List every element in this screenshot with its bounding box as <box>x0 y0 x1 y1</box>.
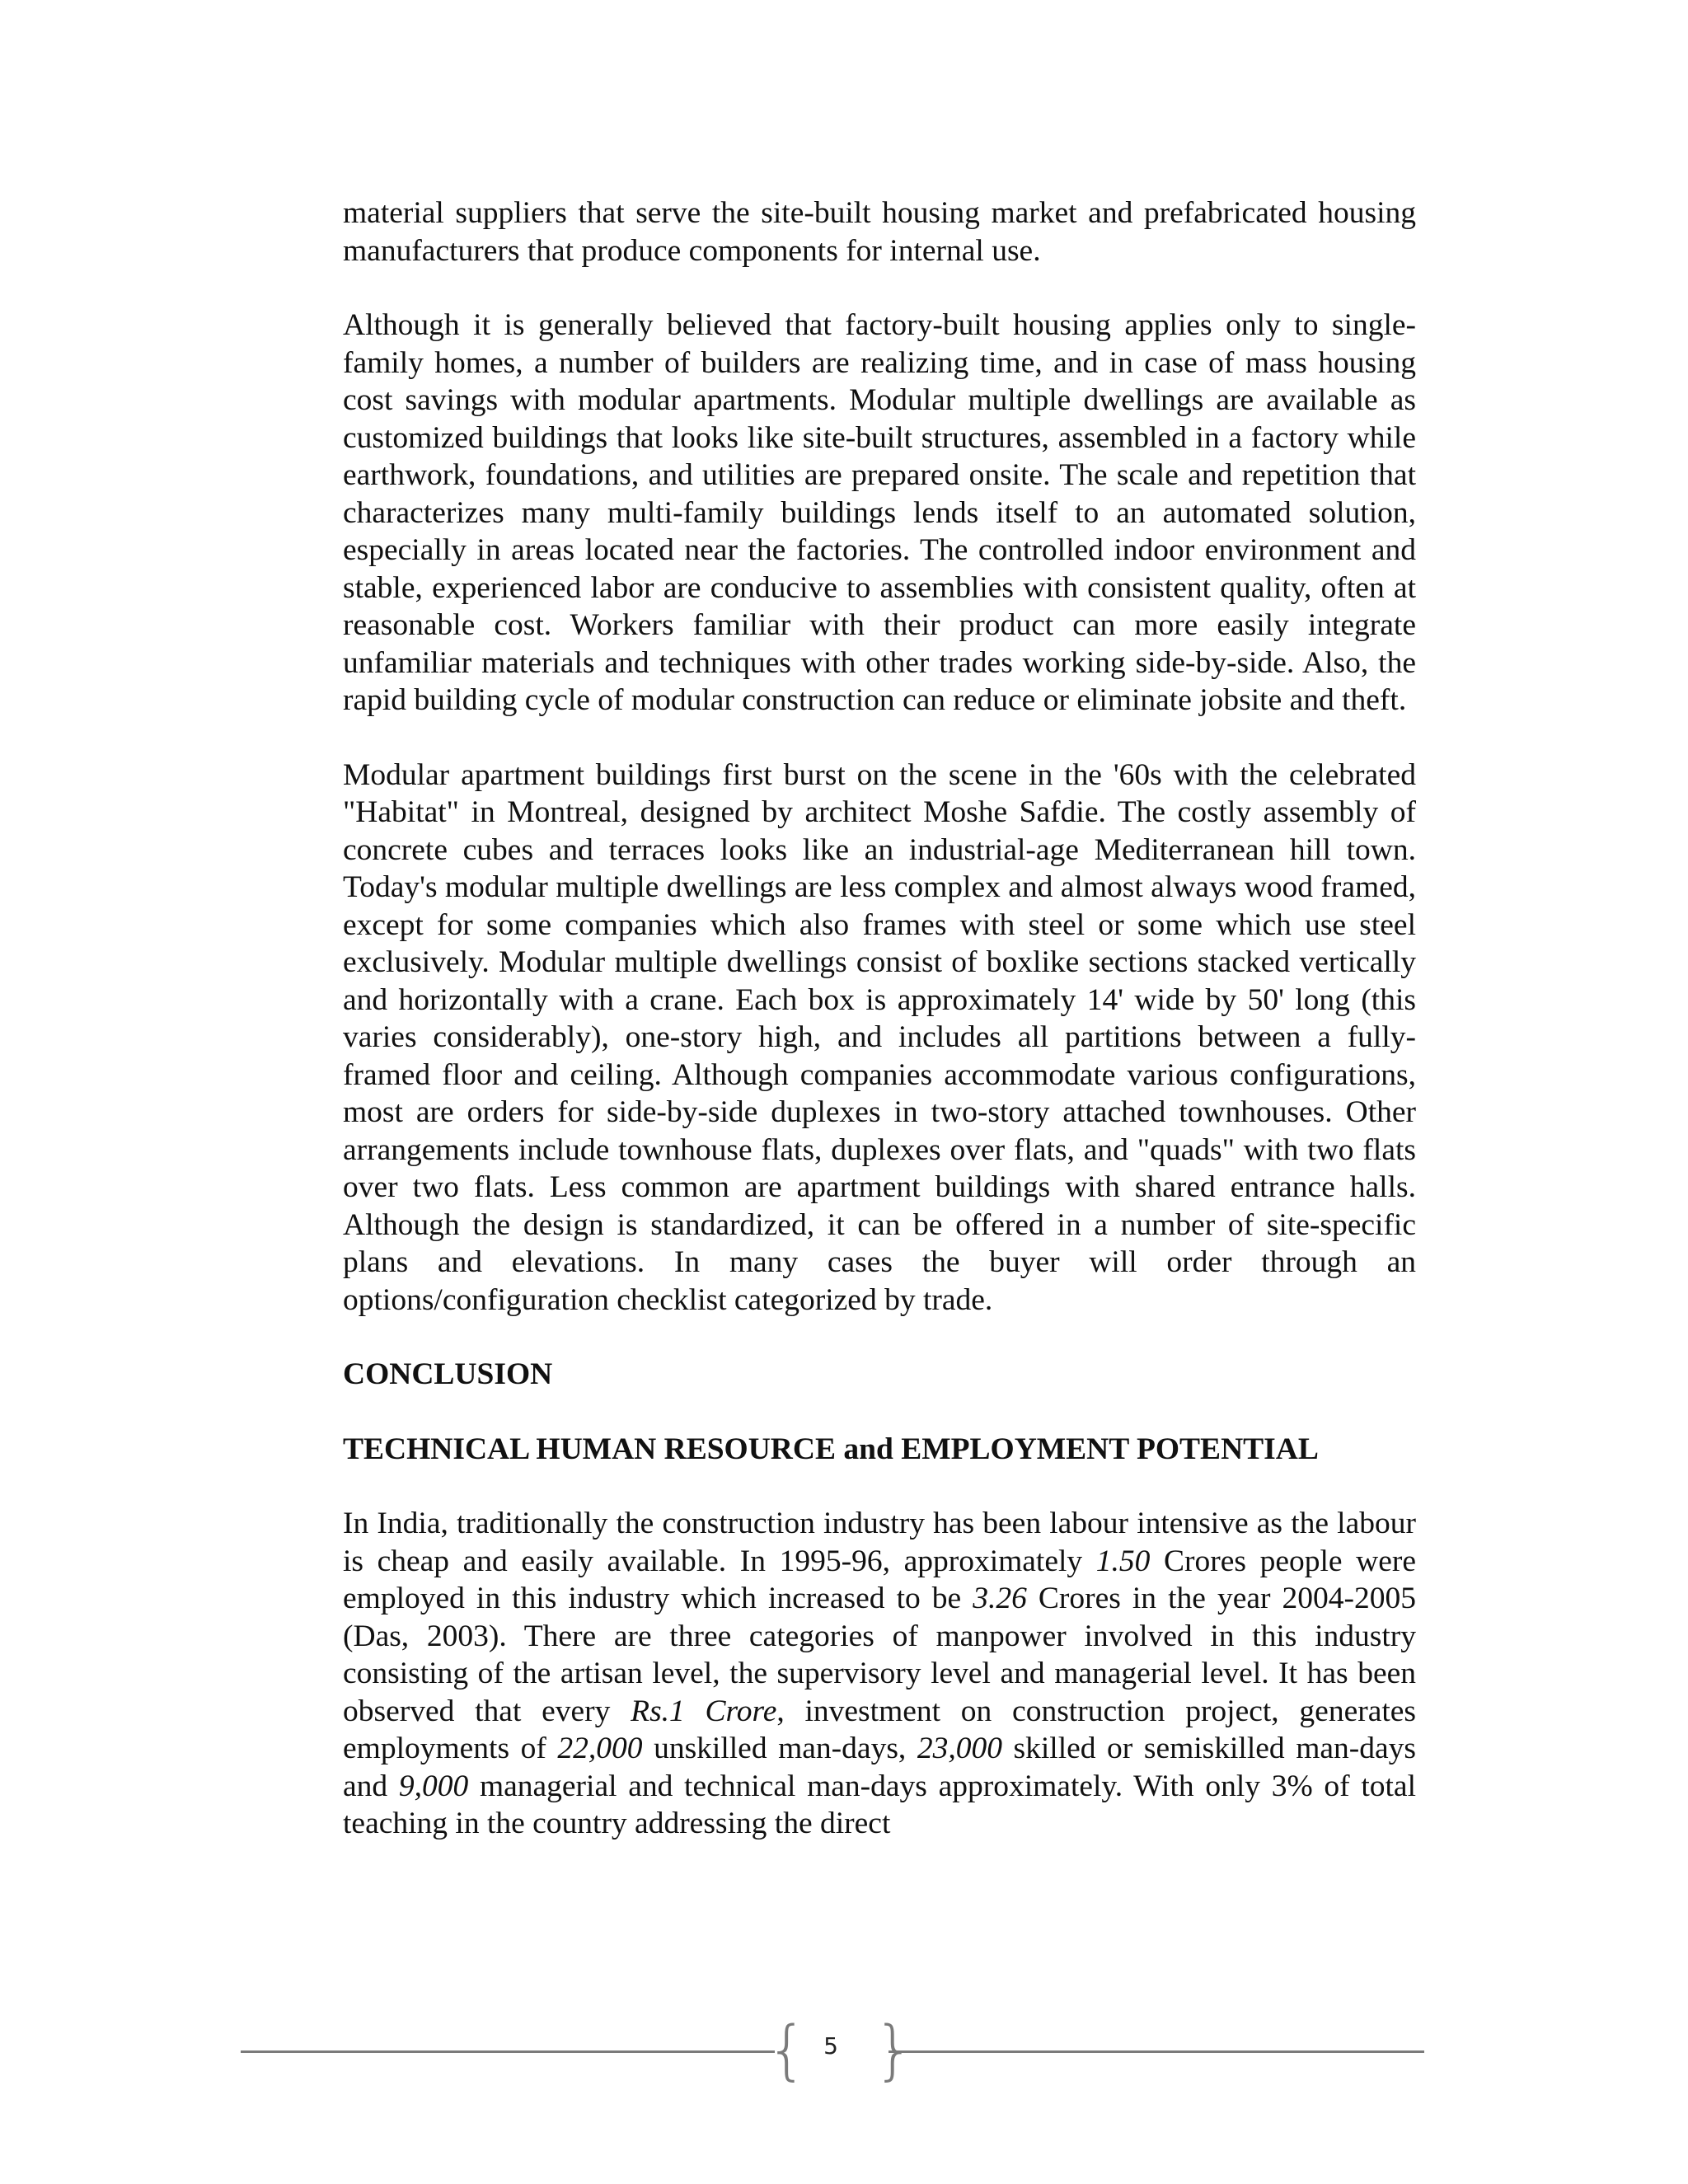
italic-figure: 22,000 <box>557 1732 643 1765</box>
page-number: 5 <box>823 2032 838 2060</box>
section-heading-conclusion: CONCLUSION <box>343 1357 553 1391</box>
right-brace-icon: } <box>874 2013 915 2088</box>
footer-rule-left <box>241 2050 775 2053</box>
paragraph-1: material suppliers that serve the site-built housing market and prefabricated housing manufacturers that produce components for internal use. <box>343 196 1416 268</box>
italic-figure: 3.26 <box>973 1582 1027 1615</box>
paragraph-4-text: In India, traditionally the construction industry has been labour intensive as the labour is cheap and easily available. In 1995-96, approximately <box>343 1507 1416 1578</box>
paragraph-4 <box>343 1505 1416 1843</box>
paragraph-4-text: managerial and technical man-days approximately. With only 3% of total teaching in the country addressing the direct <box>343 1769 1416 1840</box>
paragraph-4-text: skilled or semiskilled man-days and <box>343 1732 1417 1803</box>
paragraph-4-text: Crores in the year 2004-2005 (Das, 2003). There are three categories of manpower involved in this industry consisting of the artisan level, the supervisory level and managerial level. It has been observed that every <box>343 1582 1416 1728</box>
italic-figure: Rs.1 Crore <box>631 1694 777 1728</box>
italic-figure: 1.50 <box>1095 1544 1151 1578</box>
section-heading-technical-human-resource: TECHNICAL HUMAN RESOURCE and EMPLOYMENT POTENTIAL <box>343 1432 1319 1466</box>
paragraph-4-text: , investment on construction project, generates employments of <box>343 1694 1417 1765</box>
footer-rule-right <box>889 2050 1424 2053</box>
paragraph-2: Although it is generally believed that factory-built housing applies only to single-family homes, a number of builders are realizing time, and in case of mass housing cost savings with modular apartments. Modular multiple dwellings are available as customized buildings that looks like site-built structures, assembled in a factory while earthwork, foundations, and utilities are prepared onsite. The scale and repetition that characterizes many multi-family buildings lends itself to an automated solution, especially in areas located near the factories. The controlled indoor environment and stable, experienced labor are conducive to assemblies with consistent quality, often at reasonable cost. Workers familiar with their product can more easily integrate unfamiliar materials and techniques with other trades working side-by-side. Also, the rapid building cycle of modular construction can reduce or eliminate jobsite and theft. <box>343 308 1416 717</box>
italic-figure: 9,000 <box>398 1769 469 1803</box>
left-brace-icon: { <box>767 2013 808 2088</box>
paragraph-3: Modular apartment buildings first burst on the scene in the '60s with the celebrated "Habitat" in Montreal, designed by architect Moshe Safdie. The costly assembly of concrete cubes and terraces looks like an industrial-age Mediterranean hill town. Today's modular multiple dwellings are less complex and almost always wood framed, except for some companies which also frames with steel or some which use steel exclusively. Modular multiple dwellings consist of boxlike sections stacked vertically and horizontally with a crane. Each box is approximately 14' wide by 50' long (this varies considerably), one-story high, and includes all partitions between a fully-framed floor and ceiling. Although companies accommodate various configurations, most are orders for side-by-side duplexes in two-story attached townhouses. Other arrangements include townhouse flats, duplexes over flats, and "quads" with two flats over two flats. Less common are apartment buildings with shared entrance halls. Although the design is standardized, it can be offered in a number of site-specific plans and elevations. In many cases the buyer will order through an options/configuration checklist categorized by trade. <box>343 757 1416 1317</box>
paragraph-4-text: unskilled man-days, <box>642 1732 917 1765</box>
italic-figure: 23,000 <box>917 1732 1002 1765</box>
paragraph-4-text: Crores people were employed in this industry which increased to be <box>343 1544 1416 1615</box>
document-body <box>343 194 1416 1880</box>
page-footer <box>0 2013 1688 2088</box>
